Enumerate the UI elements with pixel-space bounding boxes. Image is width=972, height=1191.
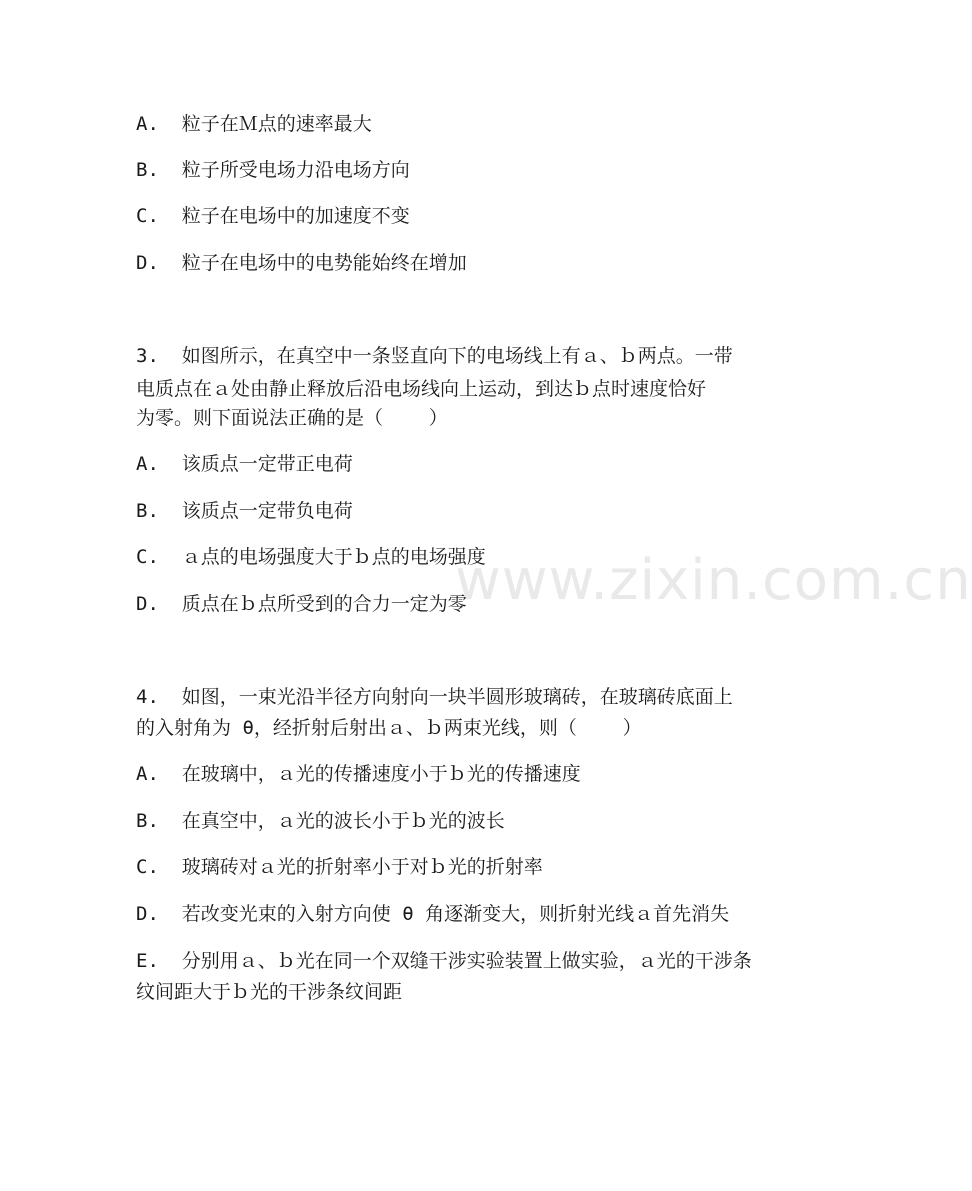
q3-stem-line-3: 为零。则下面说法正确的是（ ） (136, 407, 448, 429)
q3-option-a: A. 该质点一定带正电荷 (136, 453, 353, 475)
q3-stem-line-1: 3. 如图所示，在真空中一条竖直向下的电场线上有ａ、ｂ两点。一带 (136, 345, 733, 367)
q4-option-d: D. 若改变光束的入射方向使 θ 角逐渐变大，则折射光线ａ首先消失 (136, 903, 730, 925)
q3-option-b: B. 该质点一定带负电荷 (136, 500, 353, 522)
q3-option-c: C. ａ点的电场强度大于ｂ点的电场强度 (136, 546, 486, 568)
q2-option-a: A. 粒子在Ｍ点的速率最大 (136, 113, 372, 135)
q4-stem-line-1: 4. 如图，一束光沿半径方向射向一块半圆形玻璃砖，在玻璃砖底面上 (136, 686, 733, 708)
q3-option-d: D. 质点在ｂ点所受到的合力一定为零 (136, 593, 467, 615)
q2-option-b: B. 粒子所受电场力沿电场方向 (136, 159, 410, 181)
q4-option-c: C. 玻璃砖对ａ光的折射率小于对ｂ光的折射率 (136, 856, 543, 878)
q4-option-e-line-1: E. 分别用ａ、ｂ光在同一个双缝干涉实验装置上做实验，ａ光的干涉条 (136, 950, 752, 972)
q4-stem-line-2: 的入射角为 θ，经折射后射出ａ、ｂ两束光线，则（ ） (136, 717, 642, 739)
q3-stem-line-2: 电质点在ａ处由静止释放后沿电场线向上运动，到达ｂ点时速度恰好 (136, 378, 707, 400)
q2-option-d: D. 粒子在电场中的电势能始终在增加 (136, 252, 467, 274)
q4-option-e-line-2: 纹间距大于ｂ光的干涉条纹间距 (136, 981, 403, 1003)
q4-option-b: B. 在真空中，ａ光的波长小于ｂ光的波长 (136, 810, 505, 832)
watermark: www.zixin.com.cn (455, 548, 972, 613)
q2-option-c: C. 粒子在电场中的加速度不变 (136, 205, 410, 227)
q4-option-a: A. 在玻璃中，ａ光的传播速度小于ｂ光的传播速度 (136, 763, 581, 785)
